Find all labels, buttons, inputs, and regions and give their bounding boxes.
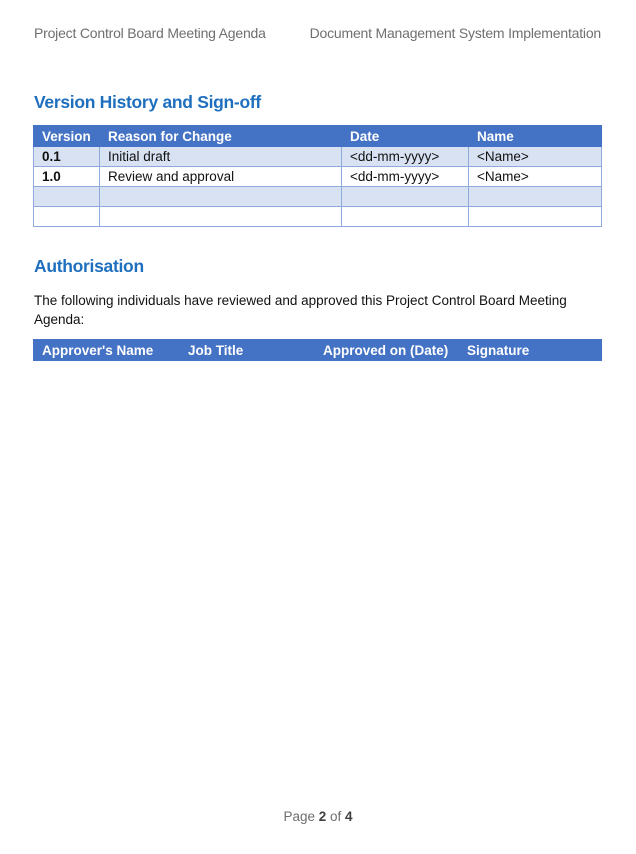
- date-cell: <dd-mm-yyyy>: [342, 167, 469, 187]
- authorisation-heading: Authorisation: [34, 256, 144, 276]
- column-header-name: Name: [469, 126, 602, 147]
- running-header-project: Document Management System Implementation: [309, 25, 601, 41]
- approval-table: [33, 339, 602, 361]
- date-cell: [342, 207, 469, 227]
- reason-cell: [100, 207, 342, 227]
- table-row: [34, 207, 602, 227]
- column-header-reason: Reason for Change: [100, 126, 342, 147]
- column-header-approved-on: Approved on (Date): [315, 340, 459, 361]
- name-cell: <Name>: [469, 167, 602, 187]
- version-cell: [34, 187, 100, 207]
- column-header-approver-name: Approver's Name: [34, 340, 180, 361]
- date-cell: [342, 187, 469, 207]
- table-header-row: [34, 126, 602, 147]
- reason-cell: [100, 187, 342, 207]
- running-header-title: Project Control Board Meeting Agenda: [34, 25, 266, 41]
- table-row: [34, 147, 602, 167]
- version-history-table: [33, 125, 602, 227]
- page-footer: [0, 809, 636, 824]
- name-cell: [469, 187, 602, 207]
- version-cell: [34, 207, 100, 227]
- reason-cell: Review and approval: [100, 167, 342, 187]
- page-of-label: of: [326, 809, 346, 824]
- version-cell: 1.0: [34, 167, 100, 187]
- name-cell: [469, 207, 602, 227]
- table-header-row: [34, 340, 602, 361]
- table-row: [34, 187, 602, 207]
- version-cell: 0.1: [34, 147, 100, 167]
- page-label: Page: [283, 809, 319, 824]
- current-page-number: 2: [318, 809, 327, 824]
- column-header-job-title: Job Title: [180, 340, 315, 361]
- total-pages-number: 4: [345, 809, 353, 824]
- date-cell: <dd-mm-yyyy>: [342, 147, 469, 167]
- column-header-version: Version: [34, 126, 100, 147]
- column-header-signature: Signature: [459, 340, 602, 361]
- version-history-heading: Version History and Sign-off: [34, 92, 261, 112]
- table-row: [34, 167, 602, 187]
- authorisation-intro: The following individuals have reviewed and approved this Project Control Board Meeting Agenda:: [34, 293, 567, 327]
- reason-cell: Initial draft: [100, 147, 342, 167]
- approval-table-clip: [33, 340, 601, 358]
- name-cell: <Name>: [469, 147, 602, 167]
- column-header-date: Date: [342, 126, 469, 147]
